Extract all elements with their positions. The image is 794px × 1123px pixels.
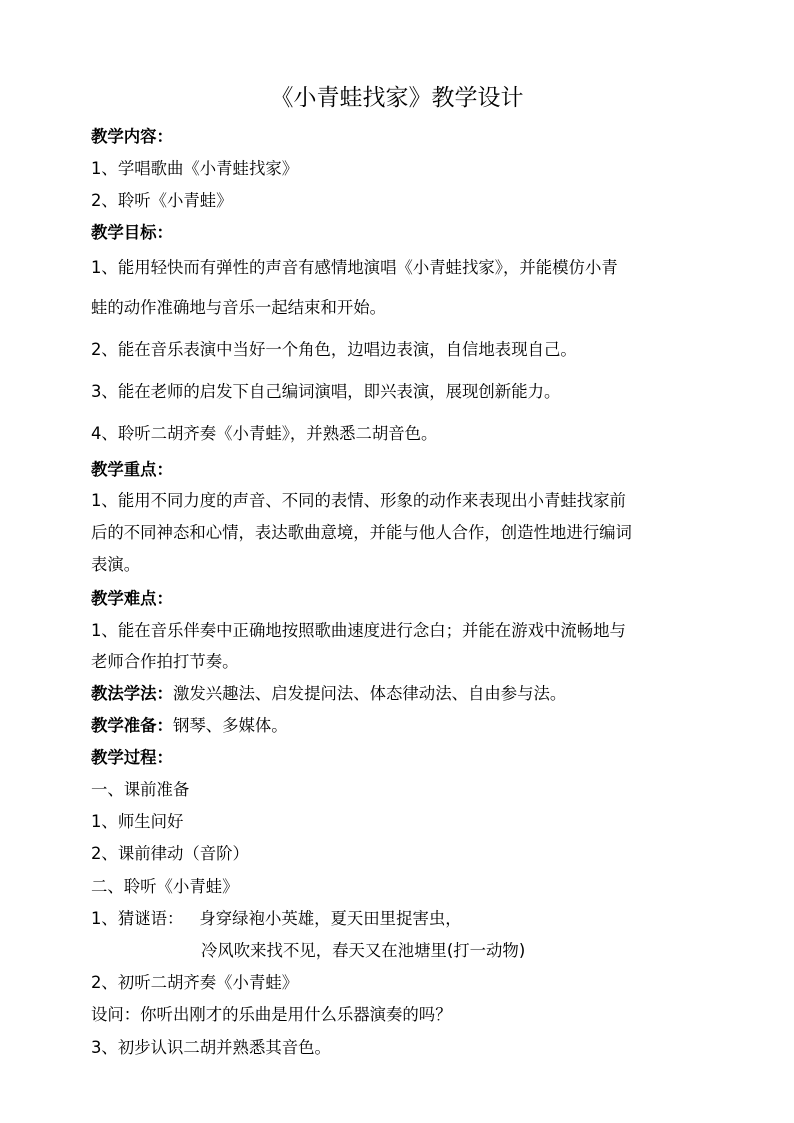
riddle-line-2: 冷风吹来找不见，春天又在池塘里(打一动物) [201, 941, 526, 960]
goal-1-line-2: 蛙的动作准确地与音乐一起结束和开始。 [91, 298, 387, 317]
document-title: 《小青蛙找家》教学设计 [270, 85, 524, 111]
goal-3: 3、能在老师的启发下自己编词演唱，即兴表演，展现创新能力。 [91, 382, 561, 401]
key-points-line-1: 1、能用不同力度的声音、不同的表情、形象的动作来表现出小青蛙找家前 [91, 491, 626, 510]
goal-1-line-1: 1、能用轻快而有弹性的声音有感情地演唱《小青蛙找家》，并能模仿小青 [91, 258, 618, 277]
goal-4: 4、聆听二胡齐奏《小青蛙》，并熟悉二胡音色。 [91, 424, 438, 443]
process-part-1-item-1: 1、师生问好 [91, 812, 184, 831]
goals-heading: 教学目标： [91, 223, 173, 242]
process-question: 设问：你听出刚才的乐曲是用什么乐器演奏的吗？ [91, 1005, 452, 1024]
content-item-2: 2、聆听《小青蛙》 [91, 191, 233, 210]
difficulties-heading: 教学难点： [91, 589, 173, 608]
process-part-1-item-2: 2、课前律动（音阶） [91, 844, 249, 863]
content-item-1: 1、学唱歌曲《小青蛙找家》 [91, 159, 299, 178]
methods-text: 激发兴趣法、启发提问法、体态律动法、自由参与法。 [172, 684, 567, 703]
difficulties-line-2: 老师合作拍打节奏。 [91, 652, 239, 671]
process-heading: 教学过程： [91, 748, 173, 767]
riddle-row [91, 908, 462, 930]
preparation-text: 钢琴、多媒体。 [172, 716, 288, 735]
difficulties-line-1: 1、能在音乐伴奏中正确地按照歌曲速度进行念白；并能在游戏中流畅地与 [91, 621, 626, 640]
key-points-line-3: 表演。 [91, 555, 141, 574]
process-step-3: 3、初步认识二胡并熟悉其音色。 [91, 1038, 331, 1057]
riddle-label: 1、猜谜语： [91, 909, 184, 928]
methods-row [91, 683, 566, 705]
process-part-2: 二、聆听《小青蛙》 [91, 877, 239, 896]
goal-2: 2、能在音乐表演中当好一个角色，边唱边表演，自信地表现自己。 [91, 340, 577, 359]
preparation-label: 教学准备： [91, 716, 173, 735]
process-part-1: 一、课前准备 [91, 780, 190, 799]
riddle-line-1: 身穿绿袍小英雄，夏天田里捉害虫， [199, 909, 462, 928]
key-points-heading: 教学重点： [91, 460, 173, 479]
process-step-2: 2、初听二胡齐奏《小青蛙》 [91, 973, 299, 992]
content-heading: 教学内容： [91, 127, 173, 146]
preparation-row [91, 715, 288, 737]
key-points-line-2: 后的不同神态和心情，表达歌曲意境，并能与他人合作，创造性地进行编词 [91, 523, 632, 542]
methods-label: 教法学法： [91, 684, 173, 703]
